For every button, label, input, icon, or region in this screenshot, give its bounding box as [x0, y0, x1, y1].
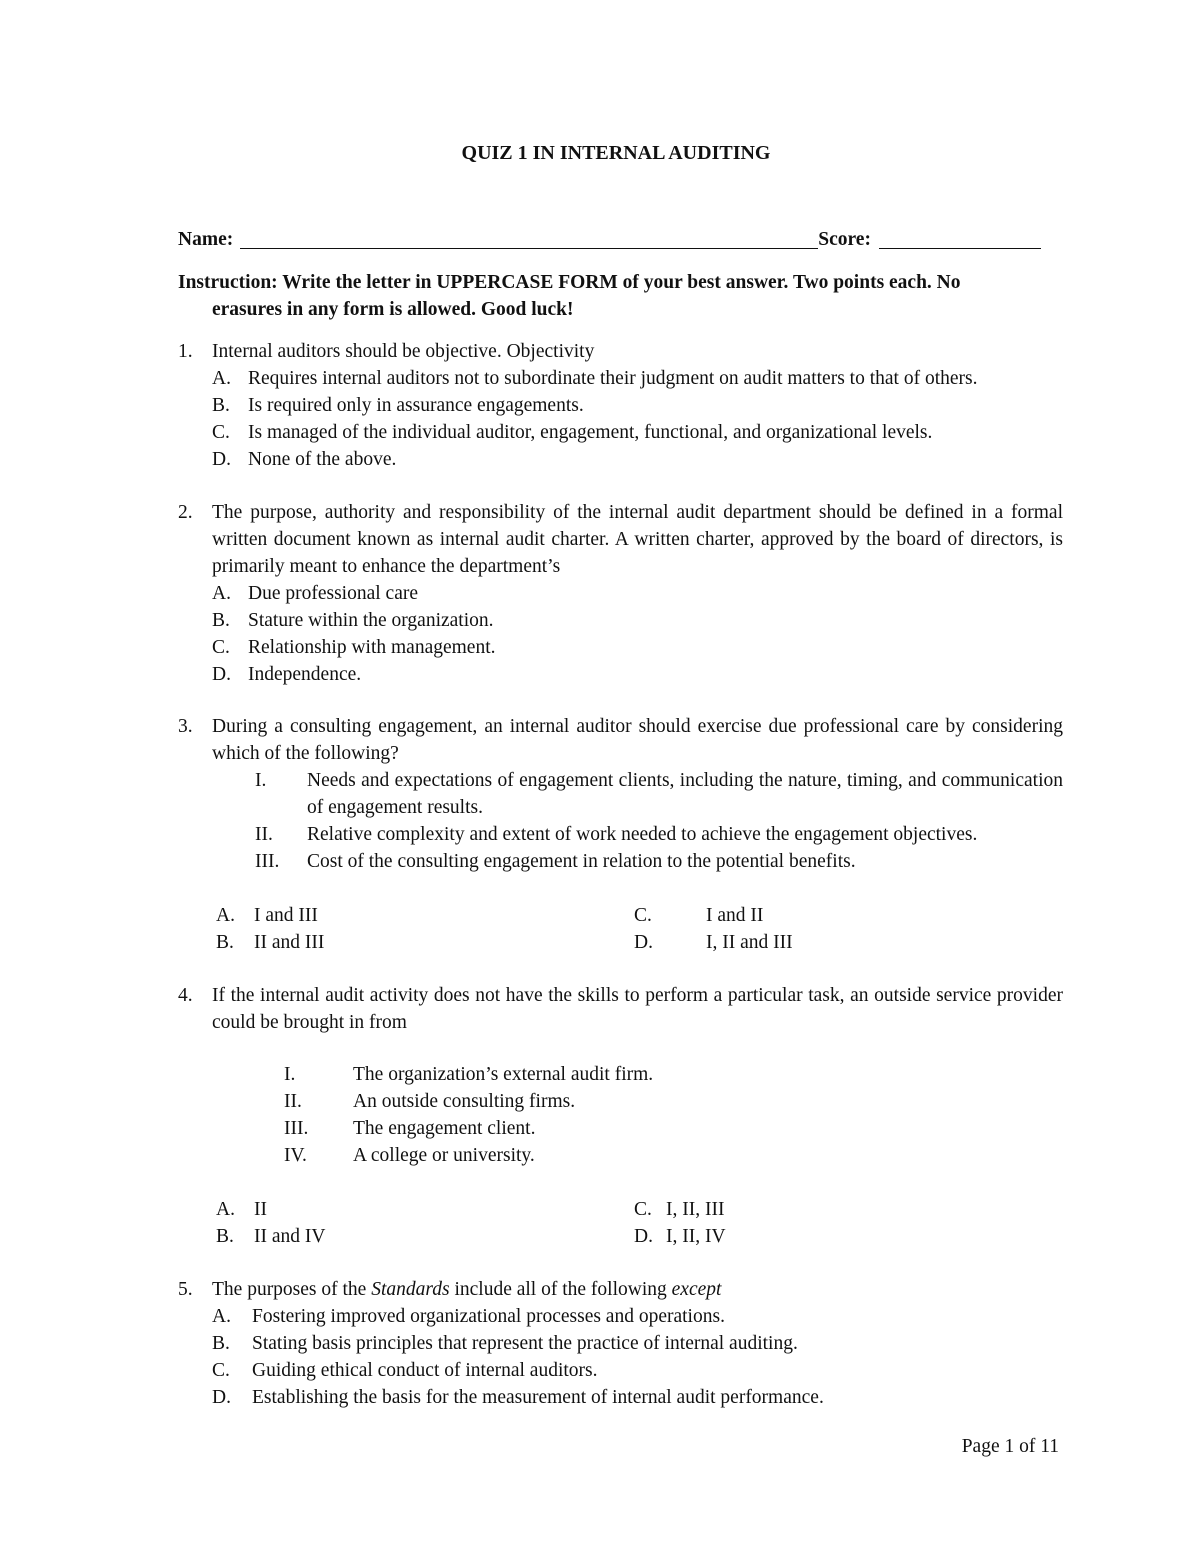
roman-numeral: III. — [255, 851, 280, 872]
option-text: II and IV — [254, 1226, 326, 1247]
option-letter: D. — [212, 1387, 231, 1408]
page-title: QUIZ 1 IN INTERNAL AUDITING — [461, 142, 771, 164]
name-score-row — [178, 226, 1058, 253]
question-stem: The purpose, authority and responsibility of the internal audit department should be defined in a formal written document known as internal audit charter. A written charter, approved by the board of directors, is primarily meant to enhance the department’s — [212, 502, 1063, 577]
roman-item — [178, 1088, 1063, 1115]
stem-text: The purposes of the — [212, 1279, 372, 1300]
roman-text: An outside consulting firms. — [353, 1091, 576, 1112]
option-letter: B. — [212, 395, 230, 416]
roman-text: The engagement client. — [353, 1118, 536, 1139]
option-text: None of the above. — [248, 449, 397, 470]
roman-numeral: III. — [284, 1118, 309, 1139]
question-stem — [212, 1276, 1063, 1303]
question-number: 5. — [178, 1279, 193, 1300]
stem-italic-standards: Standards — [371, 1279, 450, 1300]
option-letter: C. — [212, 1360, 230, 1381]
roman-numeral: IV. — [284, 1145, 307, 1166]
roman-text: Relative complexity and extent of work needed to achieve the engagement objectives. — [307, 824, 978, 845]
option-text: Fostering improved organizational processes and operations. — [252, 1306, 725, 1327]
option-d — [178, 446, 1063, 473]
roman-numeral: I. — [255, 770, 267, 791]
option-text: I and II — [706, 905, 764, 926]
option-letter: C. — [212, 637, 230, 658]
question-number: 3. — [178, 716, 193, 737]
choice-row — [178, 929, 1063, 956]
option-letter: D. — [634, 932, 653, 953]
option-text: Due professional care — [248, 583, 419, 604]
option-text: Requires internal auditors not to subordinate their judgment on audit matters to that of others. — [248, 368, 978, 389]
option-a — [178, 580, 1063, 607]
choice-a — [216, 1196, 634, 1223]
choice-c — [634, 902, 763, 929]
question-stem: Internal auditors should be objective. Objectivity — [212, 341, 595, 362]
question-number: 1. — [178, 341, 193, 362]
option-a — [178, 1303, 1063, 1330]
instruction-line-2: erasures in any form is allowed. Good luck! — [212, 299, 574, 320]
option-letter: B. — [216, 1226, 234, 1247]
stem-text: include all of the following — [449, 1279, 672, 1300]
option-text: II — [254, 1199, 267, 1220]
option-b — [178, 607, 1063, 634]
option-text: I and III — [254, 905, 318, 926]
option-c — [178, 634, 1063, 661]
option-c — [178, 419, 1063, 446]
question-number: 2. — [178, 502, 193, 523]
option-letter: B. — [212, 610, 230, 631]
question-number: 4. — [178, 985, 193, 1006]
choice-row — [178, 1196, 1063, 1223]
option-letter: A. — [212, 583, 231, 604]
instruction-line-1: Instruction: Write the letter in UPPERCASE FORM of your best answer. Two points each. No — [178, 272, 961, 293]
choice-d — [634, 1223, 726, 1250]
roman-item — [178, 1142, 1063, 1169]
option-letter: D. — [634, 1226, 653, 1247]
question-2 — [178, 499, 1063, 688]
choice-row — [178, 1223, 1063, 1250]
name-field-line[interactable] — [240, 228, 818, 249]
stem-italic-except: except — [671, 1279, 722, 1300]
question-stem: During a consulting engagement, an internal auditor should exercise due professional care by considering which of the following? — [212, 716, 1063, 764]
roman-numeral: II. — [255, 824, 273, 845]
option-text: II and III — [254, 932, 325, 953]
roman-text: A college or university. — [353, 1145, 535, 1166]
option-letter: B. — [216, 932, 234, 953]
page-number: Page 1 of 11 — [961, 1436, 1059, 1457]
question-3 — [178, 713, 1063, 956]
question-stem: If the internal audit activity does not have the skills to perform a particular task, an outside service provider could be brought in from — [212, 985, 1063, 1033]
option-letter: A. — [212, 368, 231, 389]
roman-item — [178, 767, 1063, 821]
option-c — [178, 1357, 1063, 1384]
choice-a — [216, 902, 634, 929]
option-letter: A. — [216, 1199, 235, 1220]
choice-c — [634, 1196, 724, 1223]
roman-numeral: II. — [284, 1091, 302, 1112]
roman-text: Cost of the consulting engagement in relation to the potential benefits. — [307, 851, 856, 872]
choice-d — [634, 929, 793, 956]
roman-text: Needs and expectations of engagement clients, including the nature, timing, and communication of engagement results. — [307, 770, 1063, 818]
name-label: Name: — [178, 229, 234, 250]
option-letter: D. — [212, 449, 231, 470]
choice-b — [216, 1223, 634, 1250]
option-text: Is managed of the individual auditor, engagement, functional, and organizational levels. — [248, 422, 933, 443]
question-4 — [178, 982, 1063, 1250]
roman-item — [178, 821, 1063, 848]
score-label: Score: — [818, 229, 871, 250]
option-b — [178, 392, 1063, 419]
roman-numeral: I. — [284, 1064, 296, 1085]
option-text: Guiding ethical conduct of internal auditors. — [252, 1360, 598, 1381]
option-letter: C. — [212, 422, 230, 443]
option-a — [178, 365, 1063, 392]
roman-text: The organization’s external audit firm. — [353, 1064, 654, 1085]
question-5 — [178, 1276, 1063, 1411]
option-text: Independence. — [248, 664, 362, 685]
choice-row — [178, 902, 1063, 929]
option-b — [178, 1330, 1063, 1357]
score-field-line[interactable] — [879, 228, 1041, 249]
option-letter: C. — [634, 905, 652, 926]
option-text: Stature within the organization. — [248, 610, 494, 631]
instruction-block — [178, 269, 1063, 323]
option-letter: A. — [212, 1306, 231, 1327]
roman-item — [178, 1115, 1063, 1142]
choice-b — [216, 929, 634, 956]
option-text: Establishing the basis for the measurement of internal audit performance. — [252, 1387, 824, 1408]
option-text: Stating basis principles that represent the practice of internal auditing. — [252, 1333, 798, 1354]
option-text: I, II, IV — [666, 1226, 726, 1247]
option-d — [178, 1384, 1063, 1411]
option-letter: D. — [212, 664, 231, 685]
option-letter: B. — [212, 1333, 230, 1354]
roman-item — [178, 1061, 1063, 1088]
option-text: Is required only in assurance engagements. — [248, 395, 584, 416]
option-text: I, II, III — [666, 1199, 725, 1220]
option-letter: C. — [634, 1199, 652, 1220]
option-letter: A. — [216, 905, 235, 926]
option-d — [178, 661, 1063, 688]
question-1 — [178, 338, 1063, 473]
roman-item — [178, 848, 1063, 875]
option-text: I, II and III — [706, 932, 793, 953]
option-text: Relationship with management. — [248, 637, 496, 658]
